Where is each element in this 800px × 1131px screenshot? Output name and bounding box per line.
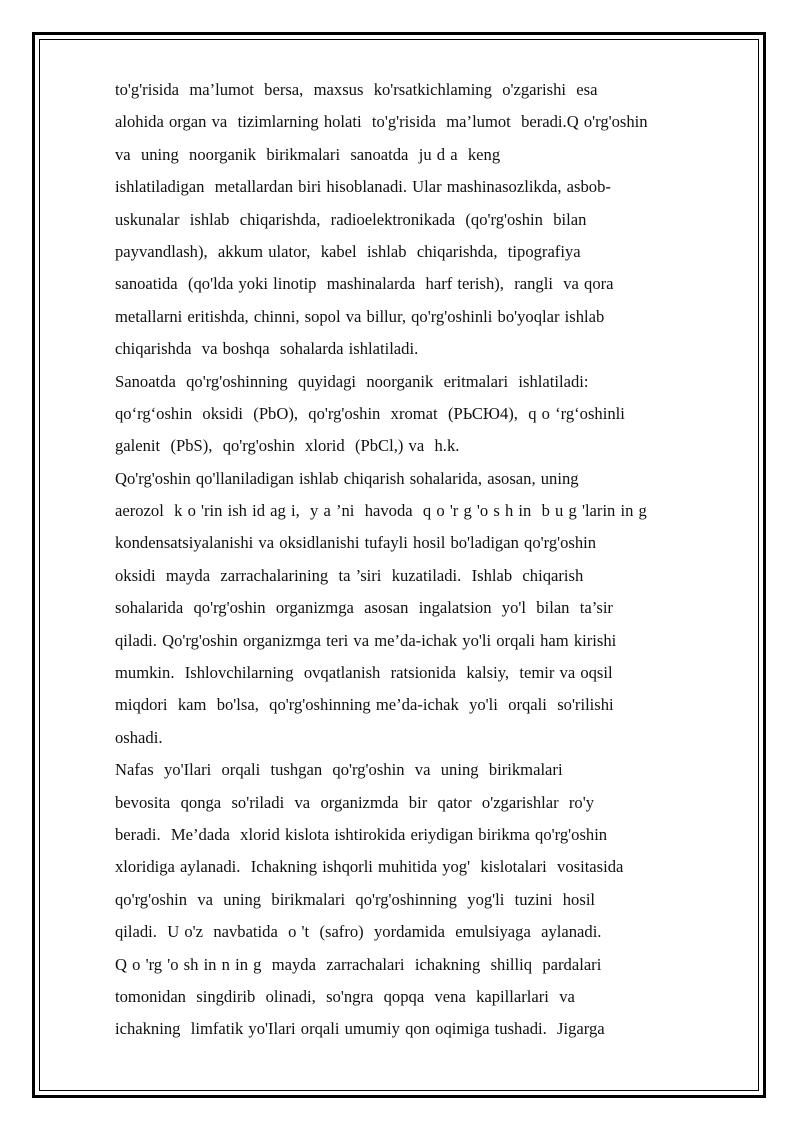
text-line: alohida organ va tizimlarning holati to'g'risida ma’lumot beradi.Q o'rg'oshin — [115, 112, 648, 132]
text-line: tomonidan singdirib olinadi, so'ngra qopqa vena kapillarlari va — [115, 986, 575, 1006]
text-line: Q o 'rg 'o sh in n in g mayda zarrachalari ichakning shilliq pardalari — [115, 954, 602, 974]
text-line: qiladi. U o'z navbatida o 't (safro) yordamida emulsiyaga aylanadi. — [115, 922, 602, 942]
text-line: qiladi. Qo'rg'oshin organizmga teri va me’da-ichak yo'li orqali ham kirishi — [115, 630, 617, 650]
text-line: oshadi. — [115, 727, 163, 747]
document-body — [115, 74, 775, 1046]
text-line: galenit (PbS), qo'rg'oshin xlorid (PbCl,) va h.k. — [115, 436, 460, 456]
text-line: mumkin. Ishlovchilarning ovqatlanish ratsionida kalsiy, temir va oqsil — [115, 663, 613, 683]
text-line: Qo'rg'oshin qo'llaniladigan ishlab chiqarish sohalarida, asosan, uning — [115, 468, 579, 488]
text-line: payvandlash), akkum ulator, kabel ishlab chiqarishda, tipografiya — [115, 241, 581, 261]
text-line: Nafas yo'Ilari orqali tushgan qo'rg'oshin va uning birikmalari — [115, 760, 563, 780]
text-line: bevosita qonga so'riladi va organizmda bir qator o'zgarishlar ro'y — [115, 792, 595, 812]
text-line: metallarni eritishda, chinni, sopol va billur, qo'rg'oshinli bo'yoqlar ishlab — [115, 306, 605, 326]
text-line: qo'rg'oshin va uning birikmalari qo'rg'oshinning yog'li tuzini hosil — [115, 889, 596, 909]
text-line: va uning noorganik birikmalari sanoatda ju d a keng — [115, 144, 501, 164]
text-line: ichakning limfatik yo'Ilari orqali umumiy qon oqimiga tushadi. Jigarga — [115, 1019, 605, 1039]
text-line: kondensatsiyalanishi va oksidlanishi tufayli hosil bo'ladigan qo'rg'oshin — [115, 533, 597, 553]
text-line: qo‘rg‘oshin oksidi (PbO), qo'rg'oshin xromat (РЬСЮ4), q o ‘rg‘oshinli — [115, 403, 625, 423]
text-line: Sanoatda qo'rg'oshinning quyidagi noorganik eritmalari ishlatiladi: — [115, 371, 589, 391]
text-line: chiqarishda va boshqa sohalarda ishlatiladi. — [115, 339, 419, 359]
text-line: to'g'risida ma’lumot bersa, maxsus ko'rsatkichlaming o'zgarishi esa — [115, 80, 598, 99]
text-line: ishlatiladigan metallardan biri hisoblanadi. Ular mashinasozlikda, asbob- — [115, 177, 611, 197]
text-line: sanoatida (qo'lda yoki linotip mashinalarda harf terish), rangli va qora — [115, 274, 614, 294]
text-line: xloridiga aylanadi. Ichakning ishqorli muhitida yog' kislotalari vositasida — [115, 857, 624, 877]
text-line: oksidi mayda zarrachalarining ta ’siri kuzatiladi. Ishlab chiqarish — [115, 565, 584, 585]
text-line: miqdori kam bo'lsa, qo'rg'oshinning me’da-ichak yo'li orqali so'rilishi — [115, 695, 614, 715]
text-line: beradi. Me’dada xlorid kislota ishtirokida eriydigan birikma qo'rg'oshin — [115, 824, 608, 844]
text-line: aerozol k o 'rin ish id ag i, y a ’ni havoda q o 'r g 'o s h in b u g 'larin in g — [115, 501, 647, 521]
text-line: uskunalar ishlab chiqarishda, radioelektronikada (qo'rg'oshin bilan — [115, 209, 587, 229]
text-line: sohalarida qo'rg'oshin organizmga asosan ingalatsion yo'l bilan ta’sir — [115, 598, 613, 618]
